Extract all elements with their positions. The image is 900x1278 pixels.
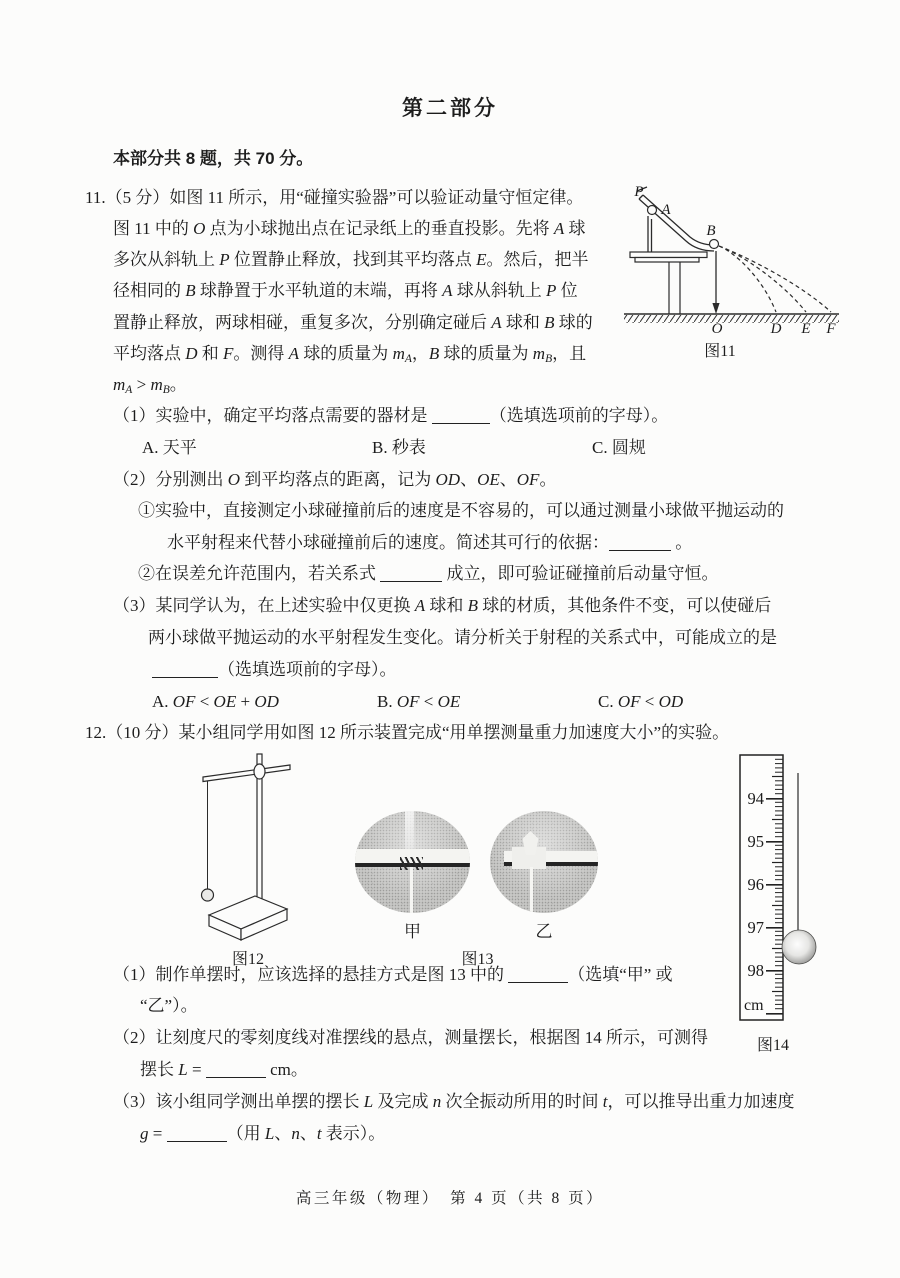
label-a: A <box>661 202 671 218</box>
q11-part3-option-c: C. OF < OD <box>598 692 684 711</box>
q11-part2-sub1b: 水平射程来代替小球碰撞前后的速度。简述其可行的依据： 。 <box>167 533 693 552</box>
q11-part1-line: （1）实验中，确定平均落点需要的器材是 （选填选项前的字母）。 <box>113 406 669 425</box>
section-intro: 本部分共 8 题，共 70 分。 <box>113 149 314 168</box>
tick-95: 95 <box>747 832 764 851</box>
figure-14-ruler <box>728 748 853 1033</box>
figure-14-caption: 图14 <box>756 1037 789 1054</box>
q11-part3-line1: （3）某同学认为，在上述实验中仅更换 A 球和 B 球的材质，其他条件不变，可以使碰后 <box>113 596 772 615</box>
photo-jia-wound-string <box>355 811 470 913</box>
q11-part3-line3: （选填选项前的字母）。 <box>152 658 397 681</box>
figure-13-suspension-photos <box>350 795 610 945</box>
figure-11-collision-apparatus <box>610 186 895 366</box>
q11-part3-line2: 两小球做平抛运动的水平射程发生变化。请分析关于射程的关系式中，可能成立的是 <box>148 628 777 647</box>
q11-part2-sub2: ②在误差允许范围内，若关系式 成立，即可验证碰撞前后动量守恒。 <box>138 564 719 583</box>
hanging-string <box>410 867 413 913</box>
hanging-string <box>530 867 533 913</box>
label-e: E <box>801 321 811 337</box>
ruler-ticks <box>766 757 783 1016</box>
q12-part3-line1: （3）该小组同学测出单摆的摆长 L 及完成 n 次全振动所用的时间 t，可以推导出重力加速度 <box>113 1092 795 1111</box>
table <box>630 252 707 314</box>
photo-highlight <box>405 811 414 851</box>
ball-a <box>648 206 657 215</box>
page-footer: 高三年级（物理） 第 4 页（共 8 页） <box>295 1190 605 1207</box>
clamp <box>254 764 265 779</box>
ball-b <box>710 240 719 249</box>
q11-part1-option-a: A. 天平 <box>142 438 197 457</box>
q11-line-1: 11.（5 分）如图 11 所示，用“碰撞实验器”可以验证动量守恒定律。 <box>85 188 584 207</box>
q11-part2-line: （2）分别测出 O 到平均落点的距离，记为 OD、OE、OF。 <box>113 470 557 489</box>
q12-part2-line1: （2）让刻度尺的零刻度线对准摆线的悬点，测量摆长，根据图 14 所示，可测得 <box>113 1028 708 1047</box>
photo-yi-label: 乙 <box>535 922 553 941</box>
page-title: 第二部分 <box>402 97 498 120</box>
tick-97: 97 <box>747 918 764 937</box>
photo-yi-knotted-string <box>490 811 598 913</box>
tick-94: 94 <box>747 789 764 808</box>
figure-12-pendulum-stand <box>195 750 300 946</box>
q11-line-4: 径相同的 B 球静置于水平轨道的末端，再将 A 球从斜轨上 P 位 <box>113 281 578 300</box>
q11-line-7: mA > mB。 <box>113 375 187 396</box>
label-b: B <box>706 223 716 239</box>
q11-line-6: 平均落点 D 和 F。测得 A 球的质量为 mA，B 球的质量为 mB，且 <box>113 344 587 365</box>
drop-arrow <box>712 251 719 314</box>
q11-line-2: 图 11 中的 O 点为小球抛出点在记录纸上的垂直投影。先将 A 球 <box>113 219 586 238</box>
figure-13-caption: 图13 <box>461 951 494 968</box>
projectile-trajectories <box>719 246 831 312</box>
q11-part1-option-b: B. 秒表 <box>372 438 426 457</box>
incline-ramp <box>637 187 714 252</box>
q11-part3-option-a: A. OF < OE + OD <box>152 692 279 711</box>
label-d: D <box>770 321 782 337</box>
q11-part2-sub1: ①实验中，直接测定小球碰撞前后的速度是不容易的，可以通过测量小球做平抛运动的 <box>138 501 784 520</box>
q12-line: 12.（10 分）某小组同学用如图 12 所示装置完成“用单摆测量重力加速度大小”的实验。 <box>85 723 730 742</box>
pendulum-bob <box>782 930 816 964</box>
q12-part2-line2: 摆长 L = cm。 <box>140 1060 308 1079</box>
tick-96: 96 <box>747 875 764 894</box>
label-f: F <box>826 321 836 337</box>
label-o: O <box>711 321 723 337</box>
q12-part1-line1: （1）制作单摆时，应该选择的悬挂方式是图 13 中的 （选填“甲” 或 <box>113 965 673 984</box>
ruler-unit: cm <box>744 997 764 1014</box>
tick-98: 98 <box>747 961 764 980</box>
q12-part1-line2: “乙”）。 <box>140 996 198 1015</box>
crossbar <box>203 765 290 782</box>
q11-line-3: 多次从斜轨上 P 位置静止释放，找到其平均落点 E。然后，把半 <box>113 250 589 269</box>
photo-jia-label: 甲 <box>404 922 421 941</box>
figure-12-caption: 图12 <box>231 951 264 968</box>
pendulum-bob <box>202 889 214 901</box>
q12-part3-line2: g = （用 L、n、t 表示）。 <box>140 1124 386 1143</box>
label-p: P <box>634 184 644 200</box>
q11-part1-option-c: C. 圆规 <box>592 438 646 457</box>
q11-part3-option-b: B. OF < OE <box>377 692 461 711</box>
q11-line-5: 置静止释放，两球相碰，重复多次，分别确定碰后 A 球和 B 球的 <box>113 313 593 332</box>
figure-11-caption: 图11 <box>704 343 736 360</box>
